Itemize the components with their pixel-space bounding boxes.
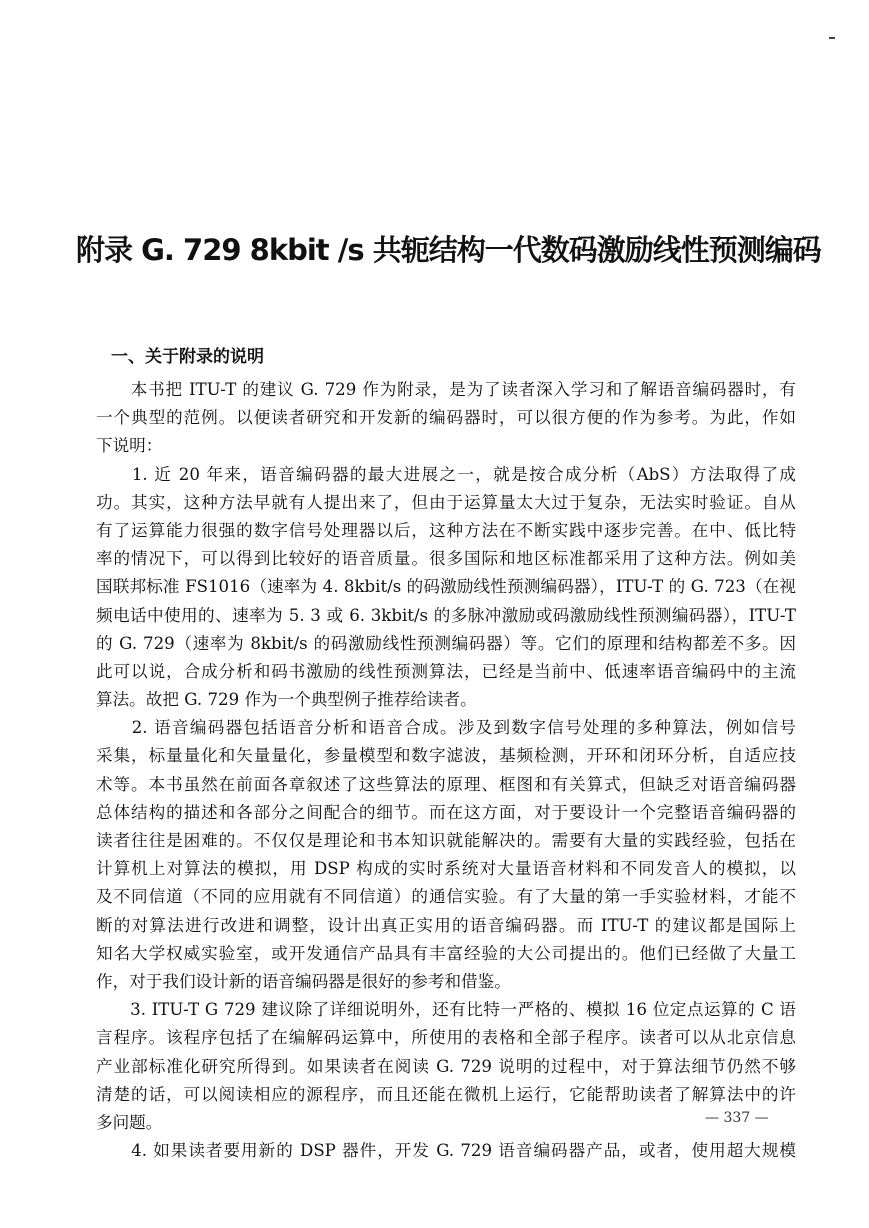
- text-line: 计算机上对算法的模拟，用 DSP 构成的实时系统对大量语音材料和不同发音人的模拟，以: [96, 859, 796, 879]
- text-line: 言程序。该程序包括了在编解码运算中，所使用的表格和全部子程序。读者可以从北京信息: [96, 1028, 796, 1048]
- text-line: 清楚的话，可以阅读相应的源程序，而且还能在微机上运行，它能帮助读者了解算法中的许: [96, 1084, 796, 1104]
- text-line: 此可以说，合成分析和码书激励的线性预测算法，已经是当前中、低速率语音编码中的主流: [96, 661, 796, 681]
- text-line: 有了运算能力很强的数字信号处理器以后，这种方法在不断实践中逐步完善。在中、低比特: [96, 520, 796, 540]
- body-text: [96, 376, 796, 1165]
- text-line: 国联邦标准 FS1016（速率为 4. 8kbit/s 的码激励线性预测编码器），ITU-T 的 G. 723（在视: [96, 577, 796, 597]
- text-line: 4. 如果读者要用新的 DSP 器件，开发 G. 729 语音编码器产品，或者，使用超大规模: [96, 1141, 796, 1161]
- text-line: 本书把 ITU-T 的建议 G. 729 作为附录，是为了读者深入学习和了解语音编码器时，有: [96, 380, 796, 399]
- text-line: 采集，标量量化和矢量量化，参量模型和数字滤波，基频检测，开环和闭环分析，自适应技: [96, 746, 796, 766]
- text-line: 3. ITU-T G 729 建议除了详细说明外，还有比特一严格的、模拟 16 位定点运算的 C 语: [96, 1000, 796, 1020]
- text-line: 产业部标准化研究所得到。如果读者在阅读 G. 729 说明的过程中，对于算法细节仍然不够: [96, 1056, 796, 1076]
- text-line: 功。其实，这种方法早就有人提出来了，但由于运算量太大过于复杂，无法实时验证。自从: [96, 492, 796, 512]
- text-line: 频电话中使用的、速率为 5. 3 或 6. 3kbit/s 的多脉冲激励或码激励线性预测编码器），ITU-T: [96, 605, 796, 625]
- text-line: 术等。本书虽然在前面各章叙述了这些算法的原理、框图和有关算式，但缺乏对语音编码器: [96, 774, 796, 794]
- text-line: 一个典型的范例。以便读者研究和开发新的编码器时，可以很方便的作为参考。为此，作如: [96, 408, 796, 428]
- corner-mark: [829, 37, 835, 39]
- text-line: 读者往往是困难的。不仅仅是理论和书本知识就能解决的。需要有大量的实践经验，包括在: [96, 831, 796, 850]
- page-title: 附录 G. 729 8kbit /s 共轭结构一代数码激励线性预测编码: [76, 233, 821, 267]
- text-line: 总体结构的描述和各部分之间配合的细节。而在这方面，对于要设计一个完整语音编码器的: [96, 802, 796, 822]
- text-line: 率的情况下，可以得到比较好的语音质量。很多国际和地区标准都采用了这种方法。例如美: [96, 549, 796, 569]
- text-line: 下说明：: [96, 436, 163, 456]
- text-line: 2. 语音编码器包括语音分析和语音合成。涉及到数字信号处理的多种算法，例如信号: [96, 718, 796, 738]
- text-line: 知名大学权威实验室，或开发通信产品具有丰富经验的大公司提出的。他们已经做了大量工: [96, 943, 796, 963]
- text-line: 多问题。: [96, 1112, 163, 1132]
- section-heading: 一、关于附录的说明: [111, 347, 264, 367]
- text-line: 算法。故把 G. 729 作为一个典型例子推荐给读者。: [96, 690, 477, 710]
- text-line: 作，对于我们设计新的语音编码器是很好的参考和借鉴。: [96, 971, 511, 991]
- text-line: 断的对算法进行改进和调整，设计出真正实用的语音编码器。而 ITU-T 的建议都是国际上: [96, 915, 796, 935]
- page-number: — 337 —: [705, 1110, 769, 1126]
- text-line: 的 G. 729（速率为 8kbit/s 的码激励线性预测编码器）等。它们的原理和结构都差不多。因: [96, 633, 796, 653]
- text-line: 及不同信道（不同的应用就有不同信道）的通信实验。有了大量的第一手实验材料，才能不: [96, 887, 796, 907]
- text-line: 1. 近 20 年来，语音编码器的最大进展之一，就是按合成分析（AbS）方法取得了成: [96, 464, 796, 484]
